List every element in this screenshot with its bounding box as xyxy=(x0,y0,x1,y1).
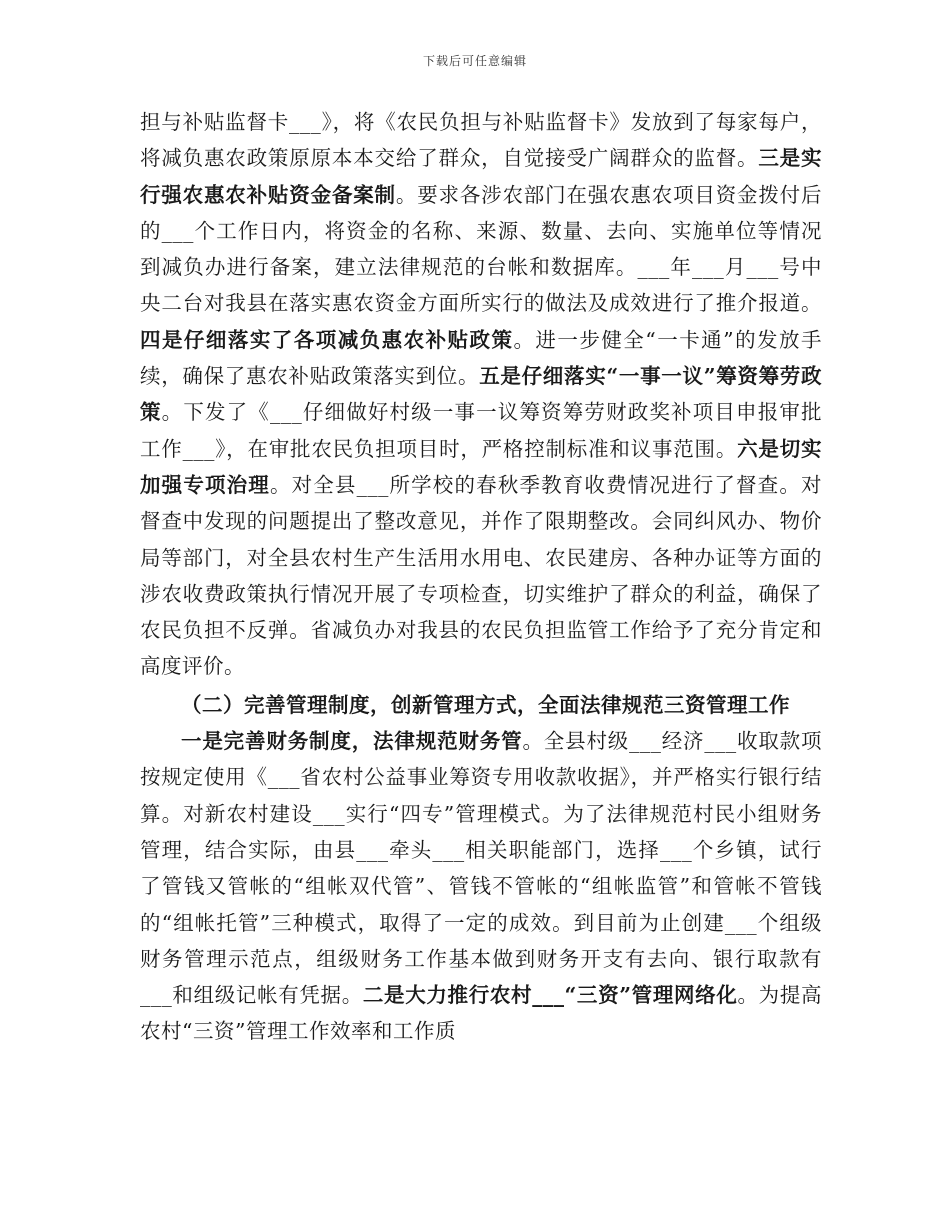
bold-point-5: 五是仔细落实“一事一议”筹资筹劳政策 xyxy=(140,364,822,425)
paragraph-2 xyxy=(140,723,822,1050)
paragraph-1 xyxy=(140,104,822,685)
text-run: 。进一步健全“一卡通”的发放手续，确保了惠农补贴政策落实到位。 xyxy=(140,327,822,389)
page-header: 下载后可任意编辑 xyxy=(422,54,527,68)
text-run: 。全县村级___经济___收取款项按规定使用《___省农村公益事业筹资专用收款收据》，并严格实行银行结算。对新农村建设___实行“四专”管理模式。为了法律规范村民小组财务管理，结合实际，由县___牵头___相关职能部门，选择___个乡镇，试行了管钱又管帐的“组帐双代管”、管钱不管帐的“组帐监管”和管帐不管钱的“组帐托管”三种模式，取得了一定的成效。到目前为止创建___个组级财务管理示范点，组级财务工作基本做到财务开支有去向、银行取款有___和组级记帐有凭据。 xyxy=(140,729,823,1008)
bold-point-4: 四是仔细落实了各项减负惠农补贴政策 xyxy=(140,327,514,352)
text-run: 。对全县___所学校的春秋季教育收费情况进行了督查。对督查中发现的问题提出了整改意见，并作了限期整改。会同纠风办、物价局等部门，对全县农村生产生活用水用电、农民建房、各种办证等方面的涉农收费政策执行情况开展了专项检查，切实维护了群众的利益，确保了农民负担不反弹。省减负办对我县的农民负担监管工作给予了充分肯定和高度评价。 xyxy=(140,472,823,679)
section-heading: （二）完善管理制度，创新管理方式，全面法律规范三资管理工作 xyxy=(181,692,790,717)
bold-point-3: 三是实行强农惠农补贴资金备案制 xyxy=(140,146,823,207)
text-run: 。下发了《___仔细做好村级一事一议筹资筹劳财政奖补项目申报审批工作___》，在审批农民负担项目时，严格控制标准和议事范围。 xyxy=(140,400,823,461)
document-body xyxy=(140,104,822,1050)
text-run: 担与补贴监督卡___》，将《农民负担与补贴监督卡》发放到了每家每户，将减负惠农政策原原本本交给了群众，自觉接受广阔群众的监督。 xyxy=(140,110,822,171)
text-run: 。要求各涉农部门在强农惠农项目资金拨付后的___个工作日内，将资金的名称、来源、数量、去向、实施单位等情况到减负办进行备案，建立法律规范的台帐和数据库。___年___月___号中央二台对我县在落实惠农资金方面所实行的做法及成效进行了推介报道。 xyxy=(140,182,823,316)
text-run: 。为提高农村“三资”管理工作效率和工作质 xyxy=(140,983,823,1044)
bold-point-6: 六是切实加强专项治理 xyxy=(140,436,823,497)
bold-point-2: 二是大力推行农村___“三资”管理网络化 xyxy=(362,983,738,1008)
bold-point-1: 一是完善财务制度，法律规范财务管 xyxy=(181,729,523,754)
